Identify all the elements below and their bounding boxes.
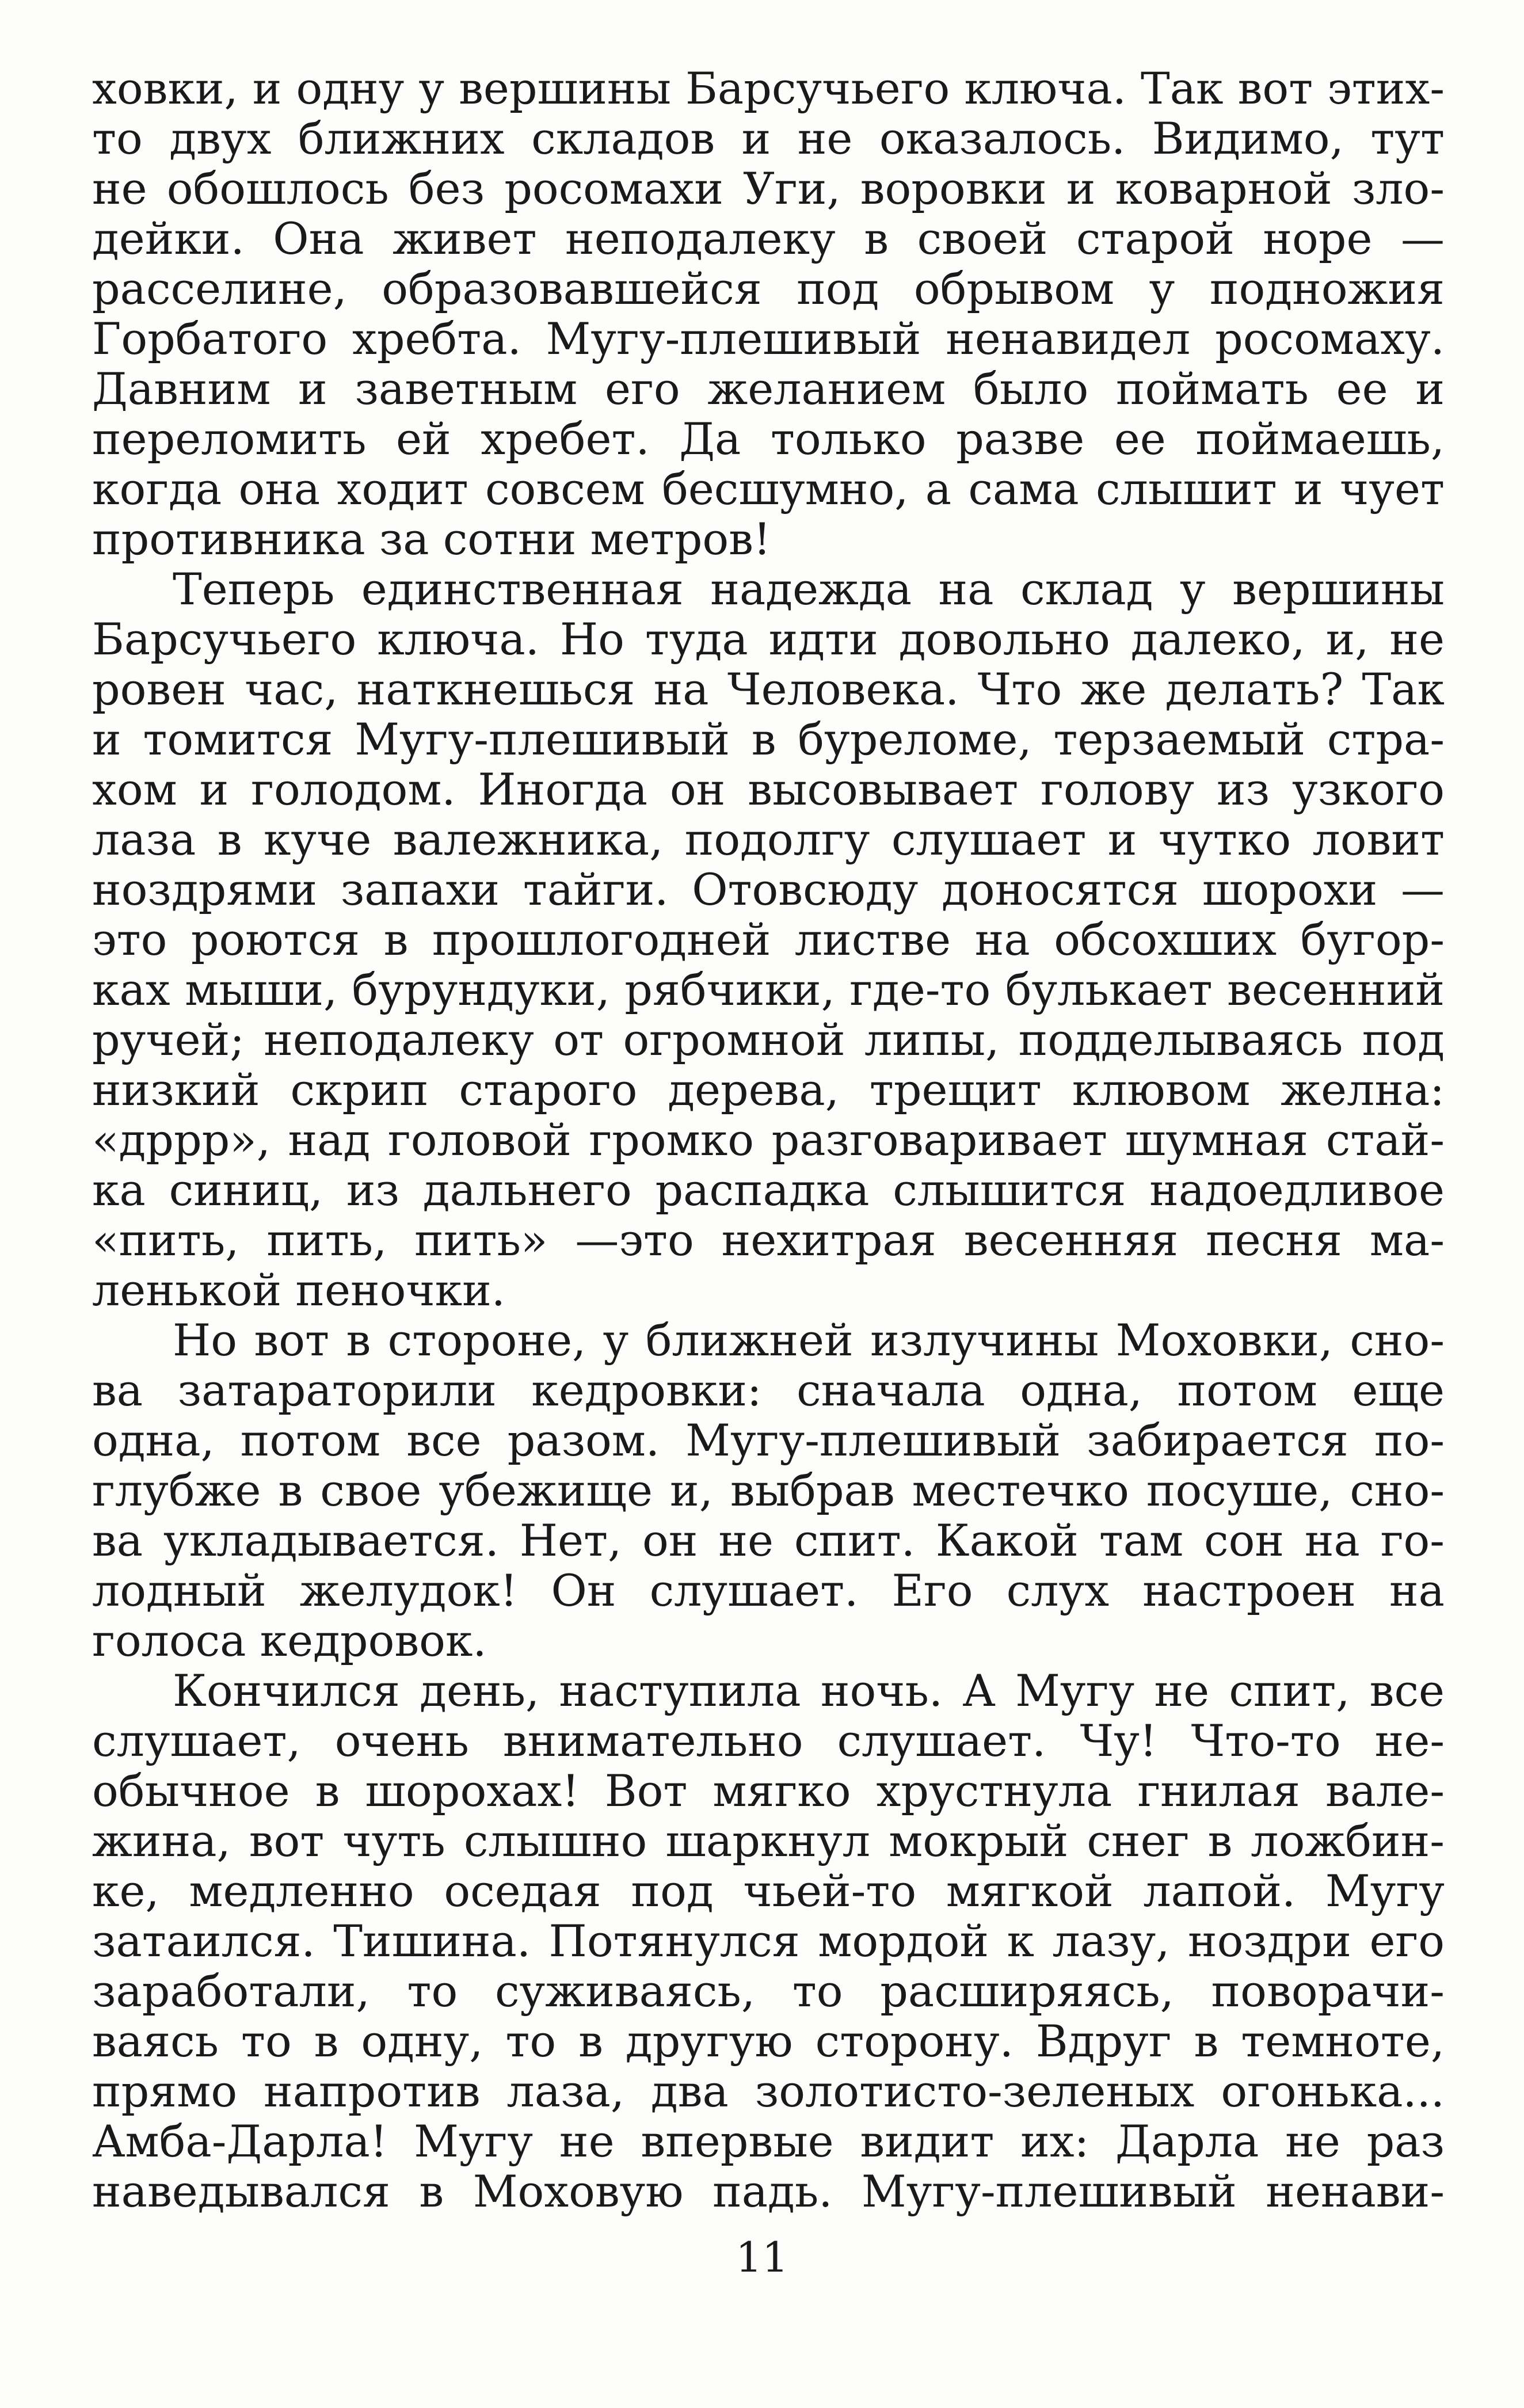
text-line: ва затараторили кедровки: сначала одна, потом еще <box>92 1365 1445 1415</box>
text-line: наведывался в Моховую падь. Мугу-плешивый ненави- <box>92 2166 1445 2216</box>
text-line: ноздрями запахи тайги. Отовсюду доносятся шорохи — <box>92 864 1445 915</box>
text-line: то двух ближних складов и не оказалось. Видимо, тут <box>92 113 1445 163</box>
text-line: и томится Мугу-плешивый в буреломе, терзаемый стра- <box>92 714 1445 764</box>
text-line: ленькой пеночки. <box>92 1265 505 1315</box>
text-line: Но вот в стороне, у ближней излучины Моховки, сно- <box>173 1315 1445 1365</box>
paragraph <box>92 1315 1445 1666</box>
text-line: слушает, очень внимательно слушает. Чу! Что-то не- <box>92 1716 1445 1766</box>
paragraph <box>92 63 1445 564</box>
text-line: прямо напротив лаза, два золотисто-зеленых огонька... <box>92 2066 1445 2116</box>
text-line: ка синиц, из дальнего распадка слышится надоедливое <box>92 1165 1445 1215</box>
text-line: Барсучьего ключа. Но туда идти довольно далеко, и, не <box>92 614 1445 664</box>
text-line: голоса кедровок. <box>92 1616 487 1666</box>
text-line: ручей; неподалеку от огромной липы, подделываясь под <box>92 1015 1445 1065</box>
text-line: Горбатого хребта. Мугу-плешивый ненавидел росомаху. <box>92 314 1445 364</box>
text-line: затаился. Тишина. Потянулся мордой к лазу, ноздри его <box>92 1916 1445 1966</box>
text-line: ке, медленно оседая под чьей-то мягкой лапой. Мугу <box>92 1866 1445 1916</box>
text-line: хом и голодом. Иногда он высовывает голову из узкого <box>92 764 1445 814</box>
body-text <box>92 63 1445 2216</box>
text-line: жина, вот чуть слышно шаркнул мокрый снег в ложбин- <box>92 1816 1445 1866</box>
text-line: это роются в прошлогодней листве на обсохших бугор- <box>92 915 1445 965</box>
text-line: ховки, и одну у вершины Барсучьего ключа. Так вот этих- <box>92 63 1445 113</box>
text-line: Давним и заветным его желанием было поймать ее и <box>92 364 1445 414</box>
text-line: лодный желудок! Он слушает. Его слух настроен на <box>92 1565 1445 1616</box>
text-line: обычное в шорохах! Вот мягко хрустнула гнилая вале- <box>92 1766 1445 1816</box>
page-number: 11 <box>736 2233 788 2281</box>
text-line: ваясь то в одну, то в другую сторону. Вдруг в темноте, <box>92 2016 1445 2066</box>
text-line: глубже в свое убежище и, выбрав местечко посуше, сно- <box>92 1465 1445 1515</box>
text-line: заработали, то суживаясь, то расширяясь, поворачи- <box>92 1966 1445 2016</box>
text-line: дейки. Она живет неподалеку в своей старой норе — <box>92 214 1445 264</box>
text-line: Теперь единственная надежда на склад у вершины <box>173 564 1445 614</box>
text-line: низкий скрип старого дерева, трещит клювом желна: <box>92 1065 1445 1115</box>
text-line: «пить, пить, пить» —это нехитрая весенняя песня ма- <box>92 1215 1445 1265</box>
text-line: не обошлось без росомахи Уги, воровки и коварной зло- <box>92 163 1445 214</box>
paragraph <box>92 564 1445 1315</box>
text-line: Кончился день, наступила ночь. А Мугу не спит, все <box>173 1666 1445 1716</box>
text-line: переломить ей хребет. Да только разве ее поймаешь, <box>92 414 1445 464</box>
paragraph <box>92 1666 1445 2216</box>
text-line: противника за сотни метров! <box>92 514 771 564</box>
text-line: одна, потом все разом. Мугу-плешивый забирается по- <box>92 1415 1445 1465</box>
text-line: расселине, образовавшейся под обрывом у подножия <box>92 264 1445 314</box>
text-line: лаза в куче валежника, подолгу слушает и чутко ловит <box>92 814 1445 864</box>
text-line: Амба-Дарла! Мугу не впервые видит их: Дарла не раз <box>92 2116 1445 2166</box>
text-line: ках мыши, бурундуки, рябчики, где-то булькает весенний <box>92 965 1445 1015</box>
text-line: «дррр», над головой громко разговаривает шумная стай- <box>92 1115 1445 1165</box>
text-line: когда она ходит совсем бесшумно, а сама слышит и чует <box>92 464 1445 514</box>
text-line: ва укладывается. Нет, он не спит. Какой там сон на го- <box>92 1515 1445 1565</box>
text-line: ровен час, наткнешься на Человека. Что же делать? Так <box>92 664 1445 714</box>
